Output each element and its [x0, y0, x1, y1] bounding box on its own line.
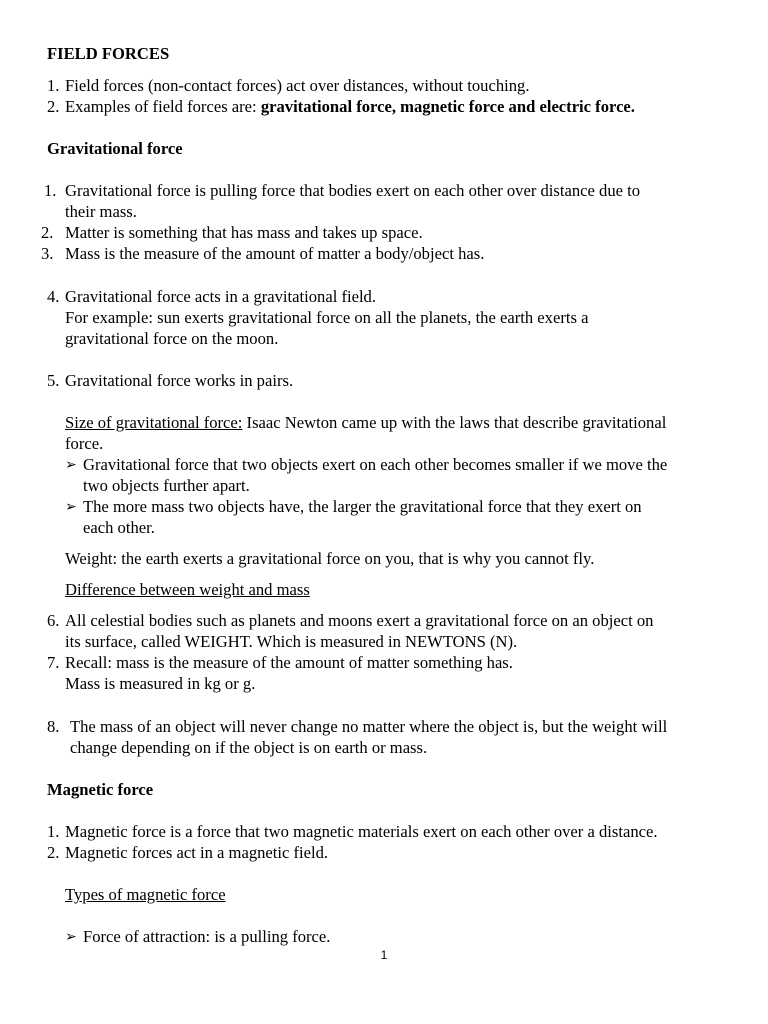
list-item-text: Mass is measured in kg or g.	[65, 674, 256, 693]
list-number: 1.	[47, 822, 60, 841]
list-item-text: All celestial bodies such as planets and moons exert a gravitational force on an object on	[65, 611, 654, 630]
subheading-types-of-magnetic-force: Types of magnetic force	[65, 885, 226, 904]
size-of-force-paragraph	[65, 412, 666, 433]
paragraph-text: force.	[65, 434, 104, 453]
list-item-text: The mass of an object will never change no matter where the object is, but the weight will	[70, 717, 668, 736]
examples-prefix: Examples of field forces are:	[65, 97, 261, 116]
arrow-bullet-icon: ➢	[65, 457, 77, 473]
section-heading-gravitational: Gravitational force	[47, 139, 183, 158]
list-number: 1.	[44, 181, 57, 200]
arrow-bullet-icon: ➢	[65, 499, 77, 515]
page-number: 1	[380, 948, 388, 962]
weight-paragraph: Weight: the earth exerts a gravitational force on you, that is why you cannot fly.	[65, 549, 595, 568]
list-number: 2.	[47, 97, 60, 116]
list-number: 3.	[41, 244, 54, 263]
list-item-text: Gravitational force is pulling force that bodies exert on each other over distance due to	[65, 181, 641, 200]
list-number: 6.	[47, 611, 60, 630]
list-item-text: For example: sun exerts gravitational force on all the planets, the earth exerts a	[65, 308, 589, 327]
list-item-text: Recall: mass is the measure of the amount of matter something has.	[65, 653, 513, 672]
list-number: 7.	[47, 653, 60, 672]
list-item-text: Gravitational force acts in a gravitational field.	[65, 287, 377, 306]
document-title: FIELD FORCES	[47, 44, 170, 63]
list-number: 2.	[47, 843, 60, 862]
list-item-text: gravitational force on the moon.	[65, 329, 279, 348]
list-item-text	[65, 96, 635, 117]
section-heading-magnetic: Magnetic force	[47, 780, 154, 799]
bullet-text: The more mass two objects have, the larger the gravitational force that they exert on	[83, 497, 642, 516]
list-number: 5.	[47, 371, 60, 390]
list-number: 2.	[41, 223, 54, 242]
arrow-bullet-icon: ➢	[65, 929, 77, 945]
list-number: 8.	[47, 717, 60, 736]
size-of-force-label: Size of gravitational force:	[65, 413, 243, 432]
bullet-text: Gravitational force that two objects exert on each other becomes smaller if we move the	[83, 455, 668, 474]
list-item-text: its surface, called WEIGHT. Which is measured in NEWTONS (N).	[65, 632, 518, 651]
list-item-text: Mass is the measure of the amount of matter a body/object has.	[65, 244, 485, 263]
list-item-text: change depending on if the object is on earth or mass.	[70, 738, 428, 757]
bullet-text: Force of attraction: is a pulling force.	[83, 927, 331, 946]
size-of-force-text: Isaac Newton came up with the laws that describe gravitational	[242, 413, 667, 432]
list-item-text: Magnetic forces act in a magnetic field.	[65, 843, 329, 862]
examples-bold: gravitational force, magnetic force and electric force.	[260, 97, 635, 116]
list-number: 4.	[47, 287, 60, 306]
list-item-text: Matter is something that has mass and takes up space.	[65, 223, 423, 242]
list-item-text: Magnetic force is a force that two magnetic materials exert on each other over a distance.	[65, 822, 658, 841]
bullet-text: each other.	[83, 518, 155, 537]
subheading-weight-vs-mass: Difference between weight and mass	[65, 580, 310, 599]
list-number: 1.	[47, 76, 60, 95]
list-item-text: Field forces (non-contact forces) act over distances, without touching.	[65, 76, 530, 95]
list-item-text: their mass.	[65, 202, 137, 221]
list-item-text: Gravitational force works in pairs.	[65, 371, 294, 390]
bullet-text: two objects further apart.	[83, 476, 250, 495]
